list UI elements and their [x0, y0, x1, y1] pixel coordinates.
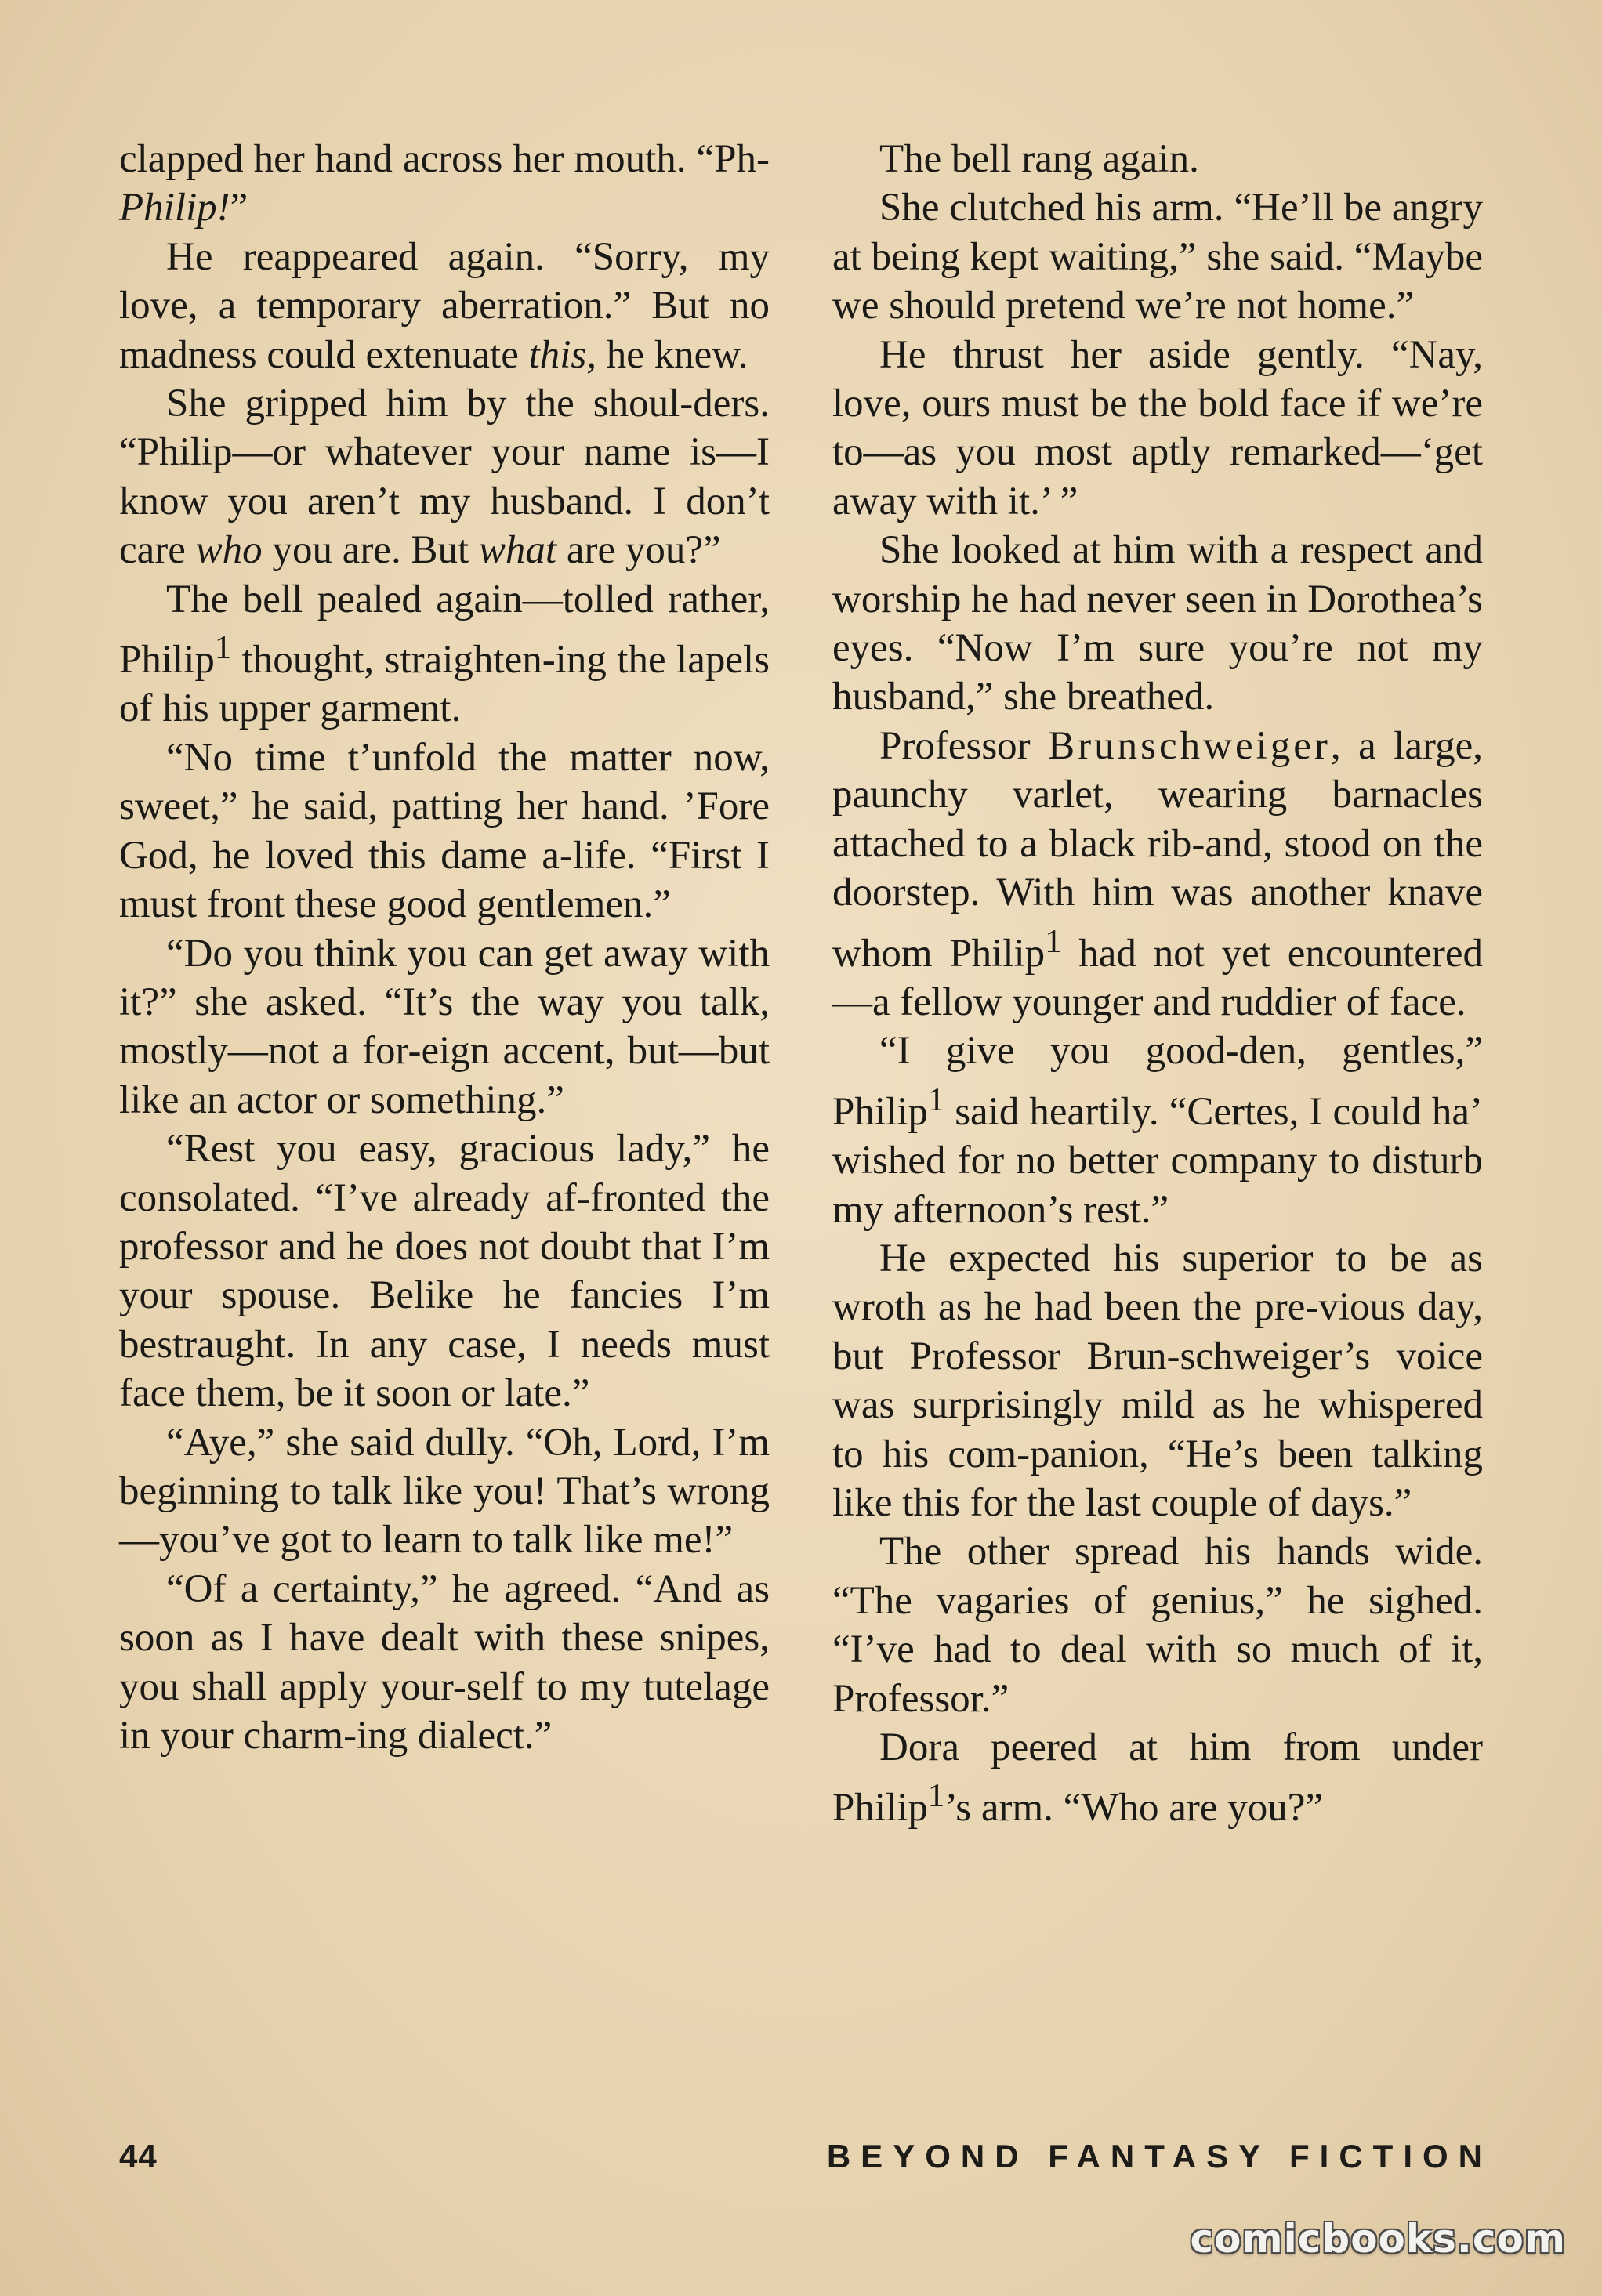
paragraph: She gripped him by the shoul-ders. “Philip—or whatever your name is—I know you aren’t my husband. I don’t care who you are. But what are you?”	[119, 382, 770, 573]
paragraph: He expected his superior to be as wroth as he had been the pre-vious day, but Professor Brun-schweiger’s voice was surprisingly mild as he whispered to his com-panion, “He’s been talking like this for the last couple of days.”	[832, 1236, 1483, 1525]
paragraph: He reappeared again. “Sorry, my love, a temporary aberration.” But no madness could extenuate this, he knew.	[119, 234, 770, 377]
paragraph: clapped her hand across her mouth. “Ph-Philip!”	[119, 137, 770, 230]
paragraph: She clutched his arm. “He’ll be angry at being kept waiting,” she said. “Maybe we should pretend we’re not home.”	[832, 186, 1483, 328]
paragraph: Dora peered at him from under Philip$^1$’s arm. “Who are you?”	[832, 1726, 1483, 1831]
paragraph: “Rest you easy, gracious lady,” he consolated. “I’ve already af-fronted the professor and he does not doubt that I’m your spouse. Belike he fancies I’m bestraught. In any case, I needs must face them, be it soon or late.”	[119, 1127, 770, 1416]
paragraph: She looked at him with a respect and worship he had never seen in Dorothea’s eyes. “Now I’m sure you’re not my husband,” she breathed.	[832, 528, 1483, 719]
paragraph: “Of a certainty,” he agreed. “And as soon as I have dealt with these snipes, you shall apply your-self to my tutelage in your charm-ing dialect.”	[119, 1566, 770, 1758]
magazine-title: BEYOND FANTASY FICTION	[826, 2138, 1492, 2175]
page-footer	[119, 2138, 1492, 2193]
page-number: 44	[119, 2138, 158, 2175]
paragraph: The bell rang again.	[879, 137, 1199, 181]
paragraph: “Do you think you can get away with it?” she asked. “It’s the way you talk, mostly—not a for-eign accent, but—but like an actor or something.”	[119, 931, 770, 1122]
paragraph: The bell pealed again—tolled rather, Philip$^1$ thought, straighten-ing the lapels of his upper garment.	[119, 577, 770, 731]
right-text-column	[832, 135, 1483, 1833]
paragraph: “No time t’unfold the matter now, sweet,” he said, patting her hand. ’Fore God, he loved this dame a-life. “First I must front these good gentlemen.”	[119, 735, 770, 927]
paragraph: “I give you good-den, gentles,” Philip$^1$ said heartily. “Certes, I could ha’ wished for no better company to disturb my afternoon’s rest.”	[832, 1029, 1483, 1232]
watermark-logo: comicbooks.com	[1190, 2216, 1566, 2262]
left-text-column	[119, 135, 770, 1760]
paragraph: Professor Brunschweiger, a large, paunchy varlet, wearing barnacles attached to a black rib-and, stood on the doorstep. With him was another knave whom Philip$^1$ had not yet encountered—a fellow younger and ruddier of face.	[832, 723, 1483, 1024]
paragraph: The other spread his hands wide. “The vagaries of genius,” he sighed. “I’ve had to deal with so much of it, Professor.”	[832, 1530, 1483, 1721]
paragraph: “Aye,” she said dully. “Oh, Lord, I’m beginning to talk like you! That’s wrong—you’ve got to learn to talk like me!”	[119, 1420, 770, 1563]
paragraph: He thrust her aside gently. “Nay, love, ours must be the bold face if we’re to—as you most aptly remarked—‘get away with it.’ ”	[832, 332, 1483, 523]
